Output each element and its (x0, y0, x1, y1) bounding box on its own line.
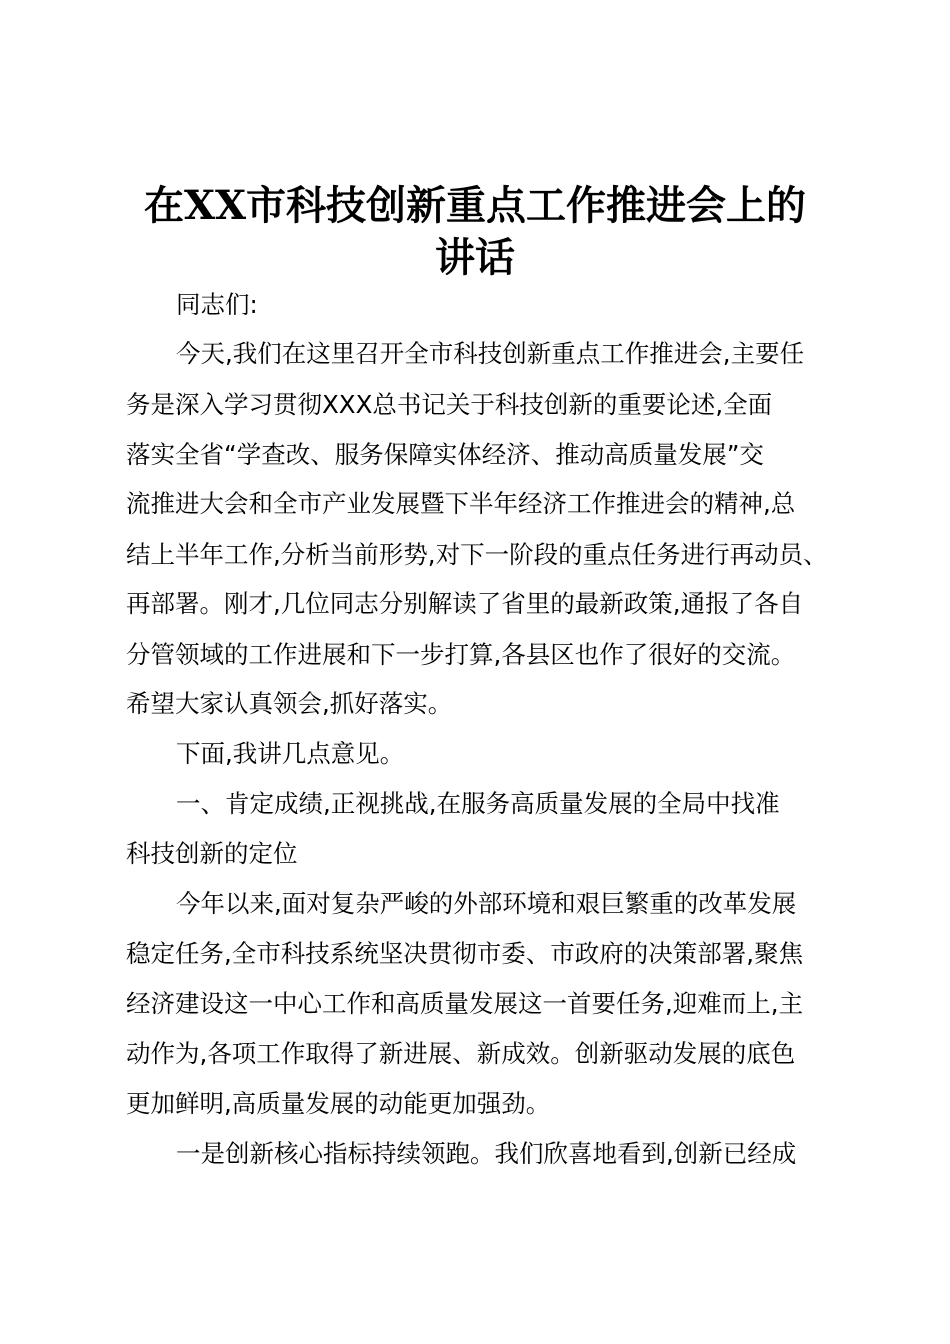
section-heading-line: 科技创新的定位 (126, 839, 298, 868)
paragraph-line: 动作为,各项工作取得了新进展、新成效。创新驱动发展的底色 (126, 1039, 796, 1068)
salutation: 同志们: (176, 290, 258, 319)
paragraph-line: 更加鲜明,高质量发展的动能更加强劲。 (126, 1089, 551, 1118)
paragraph-line: 再部署。刚才,几位同志分别解读了省里的最新政策,通报了各自 (126, 589, 804, 618)
paragraph-line: 一是创新核心指标持续领跑。我们欣喜地看到,创新已经成 (176, 1139, 797, 1168)
paragraph-line: 今年以来,面对复杂严峻的外部环境和艰巨繁重的改革发展 (176, 889, 797, 918)
paragraph-line: 落实全省“学查改、服务保障实体经济、推动高质量发展”交 (126, 440, 764, 469)
paragraph-line: 稳定任务,全市科技系统坚决贯彻市委、市政府的决策部署,聚焦 (126, 939, 804, 968)
document-title-line-2: 讲话 (435, 234, 515, 281)
paragraph-line: 流推进大会和全市产业发展暨下半年经济工作推进会的精神,总 (126, 489, 796, 518)
paragraph-line: 分管领域的工作进展和下一步打算,各县区也作了很好的交流。 (126, 640, 796, 669)
document-title-line-1: 在XX市科技创新重点工作推进会上的 (143, 182, 807, 229)
paragraph-line: 结上半年工作,分析当前形势,对下一阶段的重点任务进行再动员、 (126, 540, 828, 569)
paragraph-line: 希望大家认真领会,抓好落实。 (126, 689, 453, 718)
paragraph-line: 务是深入学习贯彻XXX总书记关于科技创新的重要论述,全面 (126, 390, 773, 419)
section-heading-line: 一、肯定成绩,正视挑战,在服务高质量发展的全局中找准 (176, 789, 780, 818)
paragraph-line: 经济建设这一中心工作和高质量发展这一首要任务,迎难而上,主 (126, 989, 804, 1018)
paragraph-line: 下面,我讲几点意见。 (176, 739, 405, 768)
paragraph-line: 今天,我们在这里召开全市科技创新重点工作推进会,主要任 (176, 339, 805, 368)
